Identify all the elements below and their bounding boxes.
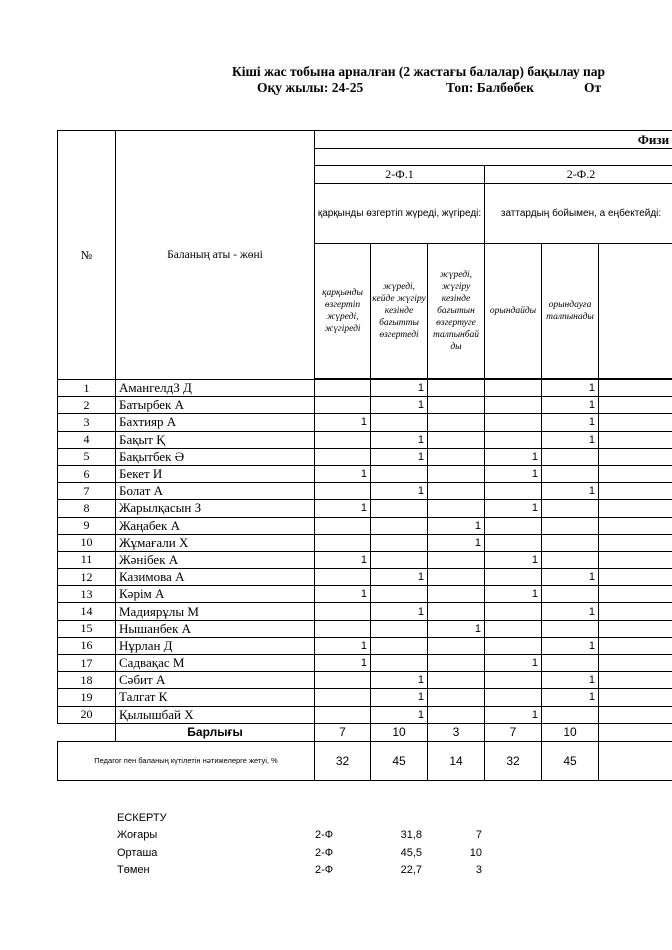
mark-cell (315, 603, 371, 620)
mark-cell: 1 (542, 569, 599, 586)
table-row (58, 586, 672, 603)
mark-cell (371, 586, 428, 603)
percent-cell: 14 (428, 741, 485, 780)
row-number: 7 (58, 483, 116, 500)
mark-cell: 1 (542, 431, 599, 448)
mark-cell (428, 551, 485, 568)
note-level: Төмен (117, 864, 150, 876)
table-row (58, 637, 672, 654)
mark-cell: 1 (371, 483, 428, 500)
child-name: Мадиярұлы М (116, 603, 315, 620)
mark-cell (542, 620, 599, 637)
mark-cell: 1 (315, 465, 371, 482)
row-number: 12 (58, 569, 116, 586)
note-count: 7 (475, 829, 482, 841)
total-cell: 10 (542, 723, 599, 741)
mark-cell (371, 414, 428, 431)
mark-cell: 1 (315, 655, 371, 672)
mark-cell (542, 534, 599, 551)
mark-cell: 1 (542, 672, 599, 689)
group-name: Топ: Балбөбек (446, 80, 535, 95)
mark-cell (428, 483, 485, 500)
mark-cell (428, 414, 485, 431)
mark-cell (599, 500, 672, 517)
mark-cell (371, 500, 428, 517)
code-2f1: 2-Ф.1 (315, 166, 485, 184)
table-row (58, 517, 672, 534)
mark-cell (599, 551, 672, 568)
child-name: Талгат К (116, 689, 315, 706)
table-row (58, 380, 672, 397)
mark-cell (428, 500, 485, 517)
percent-cell: 32 (485, 741, 542, 780)
mark-cell: 1 (485, 706, 542, 723)
subheader-2: жүреді, кейде жүгіру кезінде бағытты өзгертеді (371, 244, 428, 379)
note-level: Жоғары (117, 829, 158, 841)
row-number: 6 (58, 465, 116, 482)
row-number: 11 (58, 551, 116, 568)
mark-cell: 1 (371, 706, 428, 723)
mark-cell (485, 620, 542, 637)
total-cell: 7 (315, 723, 371, 741)
mark-cell (599, 380, 672, 397)
mark-cell (542, 706, 599, 723)
mark-cell (485, 517, 542, 534)
mark-cell (428, 706, 485, 723)
mark-cell (315, 397, 371, 414)
mark-cell (599, 603, 672, 620)
percent-cell: 45 (542, 741, 599, 780)
mark-cell: 1 (485, 448, 542, 465)
child-name: Казимова А (116, 569, 315, 586)
mark-cell: 1 (315, 637, 371, 654)
row-number: 2 (58, 397, 116, 414)
row-number: 15 (58, 620, 116, 637)
subheader-1: қарқынды өзгертіп жүреді, жүгіреді (315, 244, 371, 379)
child-name: АмангелдЗ Д (116, 380, 315, 397)
mark-cell (371, 551, 428, 568)
row-number: 10 (58, 534, 116, 551)
mark-cell (428, 586, 485, 603)
mark-cell (315, 620, 371, 637)
mark-cell (315, 569, 371, 586)
mark-cell (599, 414, 672, 431)
mark-cell (371, 517, 428, 534)
mark-cell (371, 534, 428, 551)
mark-cell: 1 (371, 603, 428, 620)
mark-cell (428, 603, 485, 620)
table-row (58, 551, 672, 568)
mark-cell: 1 (485, 655, 542, 672)
mark-cell: 1 (542, 637, 599, 654)
mark-cell (371, 637, 428, 654)
mark-cell: 1 (428, 620, 485, 637)
total-cell: 3 (428, 723, 485, 741)
mark-cell (542, 465, 599, 482)
note-count: 10 (469, 847, 482, 859)
total-cell: 7 (485, 723, 542, 741)
note-level: Орташа (117, 847, 158, 859)
child-name: Сәбит А (116, 672, 315, 689)
mark-cell: 1 (371, 569, 428, 586)
mark-cell (315, 689, 371, 706)
mark-cell (428, 397, 485, 414)
mark-cell: 1 (371, 431, 428, 448)
mark-cell (428, 672, 485, 689)
note-code: 2-Ф (315, 829, 334, 841)
mark-cell: 1 (371, 380, 428, 397)
mark-cell (428, 637, 485, 654)
mark-cell (542, 500, 599, 517)
mark-cell (542, 517, 599, 534)
mark-cell (315, 483, 371, 500)
mark-cell: 1 (542, 483, 599, 500)
mark-cell: 1 (485, 465, 542, 482)
blank-header-row (315, 149, 672, 166)
subheader-4: орындайды (485, 244, 542, 379)
subheader-5: орындауға талпынады (542, 244, 599, 379)
mark-cell (485, 569, 542, 586)
mark-cell (485, 672, 542, 689)
observation-table (57, 130, 672, 781)
percent-cell: 32 (315, 741, 371, 780)
mark-cell (371, 465, 428, 482)
child-name: Бақыт Қ (116, 431, 315, 448)
mark-cell (599, 672, 672, 689)
row-number: 13 (58, 586, 116, 603)
note-count: 3 (475, 864, 482, 876)
code-2f2: 2-Ф.2 (485, 166, 672, 184)
row-number: 19 (58, 689, 116, 706)
child-name: Жаңабек А (116, 517, 315, 534)
desc-2f1: қарқынды өзгертіп жүреді, жүгіреді: (315, 184, 485, 244)
col-name-header: Баланың аты - жөні (116, 131, 315, 380)
table-row (58, 655, 672, 672)
total-cell: 10 (371, 723, 428, 741)
mark-cell (428, 431, 485, 448)
row-number: 17 (58, 655, 116, 672)
mark-cell: 1 (315, 414, 371, 431)
table-row (58, 483, 672, 500)
mark-cell (599, 637, 672, 654)
mark-cell (315, 380, 371, 397)
mark-cell: 1 (371, 672, 428, 689)
mark-cell (315, 448, 371, 465)
row-number: 4 (58, 431, 116, 448)
table-row (58, 706, 672, 723)
mark-cell (315, 517, 371, 534)
mark-cell (599, 620, 672, 637)
row-number: 3 (58, 414, 116, 431)
mark-cell (315, 706, 371, 723)
mark-cell (485, 414, 542, 431)
mark-cell: 1 (542, 689, 599, 706)
header-extra: От (584, 80, 602, 95)
mark-cell: 1 (542, 397, 599, 414)
mark-cell (599, 483, 672, 500)
percent-cell (599, 741, 672, 780)
mark-cell: 1 (371, 689, 428, 706)
table-row (58, 689, 672, 706)
child-name: Нұрлан Д (116, 637, 315, 654)
mark-cell: 1 (542, 603, 599, 620)
child-name: Бахтияр А (116, 414, 315, 431)
table-row (58, 620, 672, 637)
mark-cell (599, 569, 672, 586)
mark-cell: 1 (542, 414, 599, 431)
mark-cell (428, 569, 485, 586)
table-row (58, 672, 672, 689)
mark-cell (599, 465, 672, 482)
mark-cell: 1 (315, 551, 371, 568)
table-row (58, 534, 672, 551)
mark-cell (485, 534, 542, 551)
table-row (58, 414, 672, 431)
subheader-3: жүреді, жүгіру кезінде бағытын өзгертуге талпынбай ды (428, 244, 485, 379)
mark-cell (315, 534, 371, 551)
row-number: 16 (58, 637, 116, 654)
child-name: Қылышбай Х (116, 706, 315, 723)
percent-label: Педагог пен баланың күтілетін нәтижелерге жетуі, % (58, 741, 315, 780)
table-row (58, 397, 672, 414)
mark-cell (428, 689, 485, 706)
mark-cell: 1 (315, 500, 371, 517)
mark-cell (485, 603, 542, 620)
mark-cell: 1 (542, 380, 599, 397)
mark-cell (371, 620, 428, 637)
mark-cell (428, 655, 485, 672)
mark-cell (485, 637, 542, 654)
row-number: 18 (58, 672, 116, 689)
note-code: 2-Ф (315, 864, 334, 876)
notes-title: ЕСКЕРТУ (117, 812, 167, 824)
mark-cell (428, 380, 485, 397)
section-header: Физи (315, 131, 672, 149)
mark-cell (599, 517, 672, 534)
row-number: 1 (58, 380, 116, 397)
mark-cell (599, 689, 672, 706)
child-name: Бекет И (116, 465, 315, 482)
table-row (58, 465, 672, 482)
mark-cell (542, 448, 599, 465)
child-name: Садвақас М (116, 655, 315, 672)
table-row (58, 431, 672, 448)
child-name: Жұмағали Х (116, 534, 315, 551)
child-name: Болат А (116, 483, 315, 500)
school-year: Оқу жылы: 24-25 (257, 80, 364, 95)
mark-cell (315, 672, 371, 689)
document-title: Кіші жас тобына арналған (2 жастағы балалар) бақылау пар (232, 64, 606, 79)
mark-cell (428, 465, 485, 482)
mark-cell (485, 689, 542, 706)
note-code: 2-Ф (315, 847, 334, 859)
mark-cell (599, 431, 672, 448)
child-name: Нышанбек А (116, 620, 315, 637)
row-number: 14 (58, 603, 116, 620)
row-number: 9 (58, 517, 116, 534)
mark-cell (428, 448, 485, 465)
desc-2f2: заттардың бойымен, а еңбектейді: (485, 184, 672, 244)
child-name: Бақытбек Ә (116, 448, 315, 465)
mark-cell (542, 586, 599, 603)
mark-cell (599, 448, 672, 465)
mark-cell (599, 586, 672, 603)
table-row (58, 500, 672, 517)
note-percent: 31,8 (400, 829, 422, 841)
mark-cell: 1 (485, 500, 542, 517)
mark-cell: 1 (371, 397, 428, 414)
row-number: 20 (58, 706, 116, 723)
mark-cell (542, 551, 599, 568)
mark-cell (599, 655, 672, 672)
mark-cell (485, 380, 542, 397)
mark-cell (599, 706, 672, 723)
mark-cell (599, 397, 672, 414)
mark-cell (542, 655, 599, 672)
note-percent: 22,7 (400, 864, 422, 876)
mark-cell (315, 431, 371, 448)
mark-cell (599, 534, 672, 551)
mark-cell: 1 (485, 551, 542, 568)
mark-cell: 1 (428, 534, 485, 551)
percent-cell: 45 (371, 741, 428, 780)
total-label: Барлығы (116, 723, 315, 741)
mark-cell (485, 431, 542, 448)
note-percent: 45,5 (400, 847, 422, 859)
child-name: Жарылқасын З (116, 500, 315, 517)
table-row (58, 448, 672, 465)
row-number: 5 (58, 448, 116, 465)
mark-cell (485, 483, 542, 500)
total-cell (599, 723, 672, 741)
table-row (58, 569, 672, 586)
child-name: Жәнібек А (116, 551, 315, 568)
row-number: 8 (58, 500, 116, 517)
subheader-6 (599, 244, 672, 379)
col-number-header: № (58, 131, 116, 380)
mark-cell (371, 655, 428, 672)
mark-cell: 1 (371, 448, 428, 465)
mark-cell: 1 (315, 586, 371, 603)
mark-cell: 1 (428, 517, 485, 534)
table-row (58, 603, 672, 620)
mark-cell (485, 397, 542, 414)
child-name: Батырбек А (116, 397, 315, 414)
child-name: Кәрім А (116, 586, 315, 603)
mark-cell: 1 (485, 586, 542, 603)
